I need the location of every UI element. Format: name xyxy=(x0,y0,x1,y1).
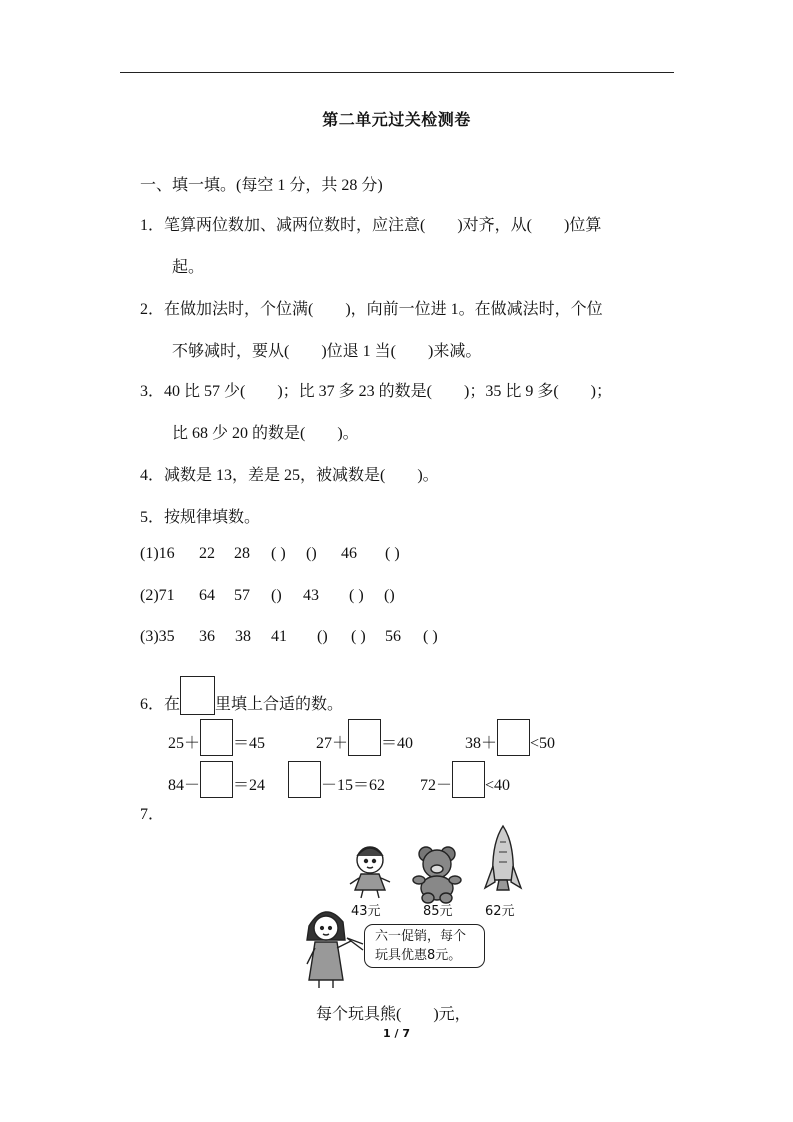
q1-line1: 1．笔算两位数加、减两位数时，应注意( )对齐，从( )位算 xyxy=(140,217,602,234)
q3-line2: 比 68 少 20 的数是( )。 xyxy=(172,425,359,442)
seq-cell: ( ) xyxy=(423,628,438,645)
answer-box[interactable] xyxy=(497,719,530,756)
answer-box[interactable] xyxy=(200,761,233,798)
seq-cell: 57 xyxy=(234,587,250,604)
q6-eq-2 xyxy=(316,719,413,756)
answer-box[interactable] xyxy=(200,719,233,756)
price-rocket: 62元 xyxy=(485,904,515,919)
teddy-bear-icon xyxy=(413,847,461,903)
eq-left: 27＋ xyxy=(316,735,349,752)
page-number: 1 / 7 xyxy=(383,1027,410,1040)
q6-eq-3 xyxy=(465,719,555,756)
eq-right: ＝40 xyxy=(381,735,414,752)
seq-cell: () xyxy=(317,628,328,645)
speech-bubble xyxy=(364,924,485,968)
answer-box[interactable] xyxy=(452,761,485,798)
price-doll: 43元 xyxy=(351,904,381,919)
seq-cell: () xyxy=(306,545,317,562)
eq-right: ＝24 xyxy=(233,777,266,794)
seq-cell: () xyxy=(271,587,282,604)
seq-cell: 36 xyxy=(199,628,215,645)
eq-right: ＝45 xyxy=(233,735,266,752)
seq-cell: 38 xyxy=(235,628,251,645)
seq-cell: 28 xyxy=(234,545,250,562)
girl-icon xyxy=(307,912,353,988)
seq-cell: ( ) xyxy=(271,545,286,562)
seq-cell: 56 xyxy=(385,628,401,645)
q6-instruction xyxy=(140,676,343,715)
q7-question: 每个玩具熊( )元， xyxy=(316,1006,471,1023)
q6-eq-6 xyxy=(420,761,510,798)
seq-cell: 22 xyxy=(199,545,215,562)
q7-number: 7． xyxy=(140,806,165,823)
doll-icon xyxy=(350,847,390,898)
seq-cell: 64 xyxy=(199,587,215,604)
eq-right: <50 xyxy=(530,735,556,752)
eq-left: 25＋ xyxy=(168,735,201,752)
q6-prefix: 6．在 xyxy=(140,696,181,713)
q5-heading: 5．按规律填数。 xyxy=(140,509,261,526)
q4: 4．减数是 13，差是 25，被减数是( )。 xyxy=(140,467,439,484)
price-bear: 85元 xyxy=(423,904,453,919)
speech-bubble-tail xyxy=(347,938,363,950)
seq-cell: ( ) xyxy=(385,545,400,562)
seq-cell: 41 xyxy=(271,628,287,645)
answer-box[interactable] xyxy=(288,761,321,798)
seq-cell: ( ) xyxy=(351,628,366,645)
header-rule xyxy=(120,72,674,73)
rocket-icon xyxy=(485,826,521,890)
q2-line1: 2．在做加法时，个位满( )，向前一位进 1。在做减法时，个位 xyxy=(140,301,603,318)
eq-left: 38＋ xyxy=(465,735,498,752)
answer-box[interactable] xyxy=(348,719,381,756)
seq-cell: (1)16 xyxy=(140,545,175,562)
q3-line1: 3．40 比 57 少( )；比 37 多 23 的数是( )；35 比 9 多( )； xyxy=(140,383,612,400)
eq-left: 84－ xyxy=(168,777,201,794)
q2-line2: 不够减时，要从( )位退 1 当( )来减。 xyxy=(172,343,482,360)
answer-box-sample xyxy=(180,676,215,715)
seq-cell: () xyxy=(384,587,395,604)
q6-eq-4 xyxy=(168,761,265,798)
bubble-line-1: 六一促销，每个 xyxy=(375,929,467,944)
eq-left: 72－ xyxy=(420,777,453,794)
q6-suffix: 里填上合适的数。 xyxy=(215,696,344,713)
seq-cell: 46 xyxy=(341,545,357,562)
eq-right: <40 xyxy=(485,777,511,794)
q6-eq-5 xyxy=(288,761,385,798)
q6-eq-1 xyxy=(168,719,265,756)
eq-right: －15＝62 xyxy=(321,777,386,794)
q1-line2: 起。 xyxy=(172,259,205,276)
page-title: 第二单元过关检测卷 xyxy=(322,110,471,129)
seq-cell: ( ) xyxy=(349,587,364,604)
bubble-line-2: 玩具优惠8元。 xyxy=(375,948,462,963)
seq-cell: (3)35 xyxy=(140,628,175,645)
seq-cell: 43 xyxy=(303,587,319,604)
section-heading: 一、填一填。(每空 1 分，共 28 分) xyxy=(140,177,383,194)
seq-cell: (2)71 xyxy=(140,587,175,604)
